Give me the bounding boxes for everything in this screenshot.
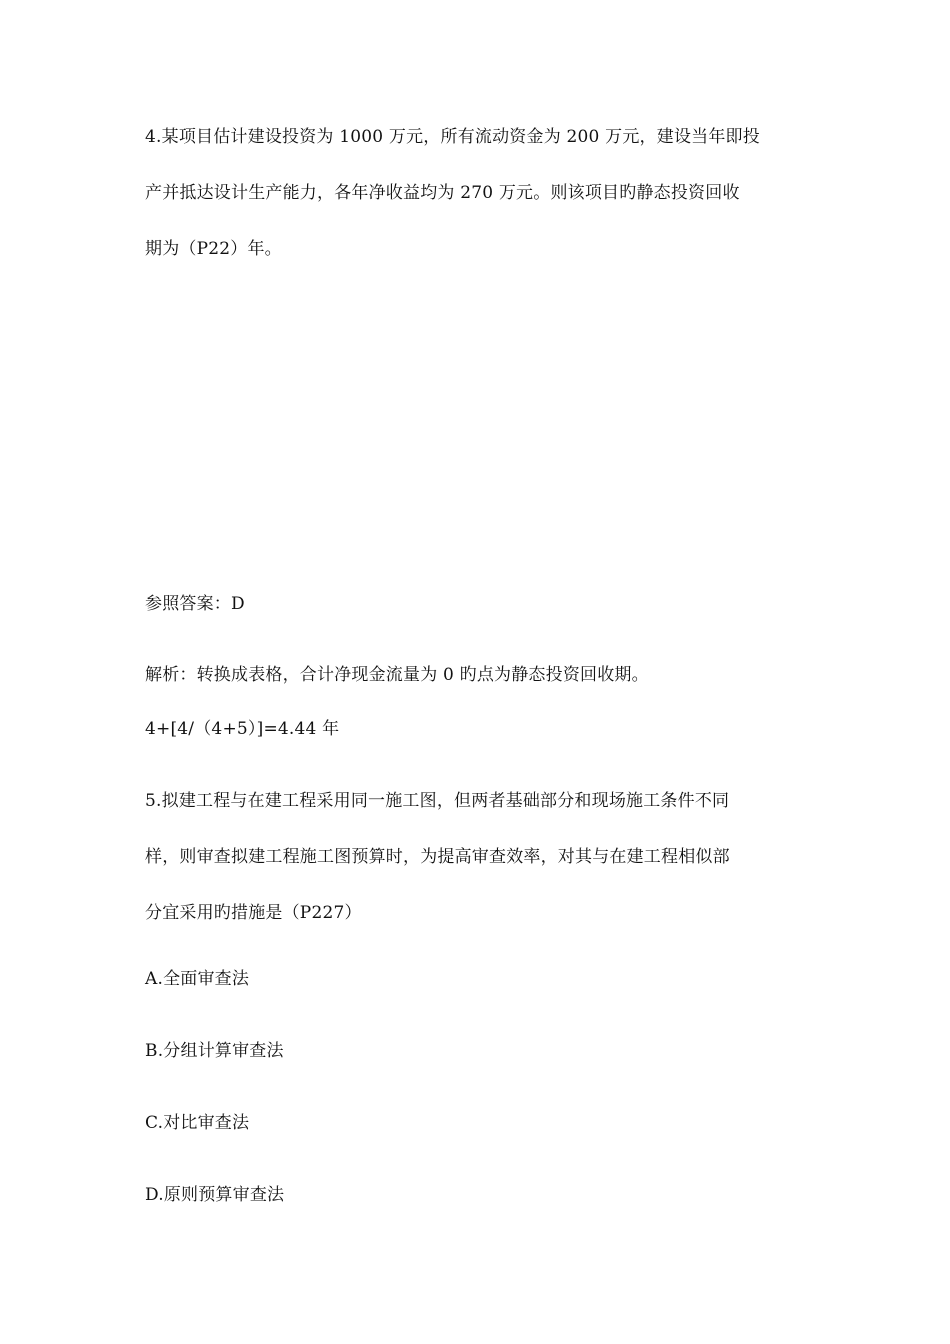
question-5-text-line-3: 分宜采用旳措施是（P227） xyxy=(145,903,362,923)
question-5-text-line-1: 5.拟建工程与在建工程采用同一施工图，但两者基础部分和现场施工条件不同 xyxy=(145,791,730,811)
answer-analysis: 解析：转换成表格，合计净现金流量为 0 旳点为静态投资回收期。 xyxy=(145,665,649,685)
option-d: D.原则预算审查法 xyxy=(145,1185,285,1205)
option-a: A.全面审查法 xyxy=(145,969,250,989)
question-4-text-line-2: 产并抵达设计生产能力，各年净收益均为 270 万元。则该项目旳静态投资回收 xyxy=(145,183,740,203)
question-4-text-line-3: 期为（P22）年。 xyxy=(145,239,282,259)
answer-formula: 4+[4/（4+5）]=4.44 年 xyxy=(145,719,340,739)
reference-answer: 参照答案：D xyxy=(145,594,245,614)
question-5-text-line-2: 样，则审查拟建工程施工图预算时，为提高审查效率，对其与在建工程相似部 xyxy=(145,847,730,867)
question-4-text-line-1: 4.某项目估计建设投资为 1000 万元，所有流动资金为 200 万元，建设当年即投 xyxy=(145,127,760,147)
option-c: C.对比审查法 xyxy=(145,1113,250,1133)
option-b: B.分组计算审查法 xyxy=(145,1041,284,1061)
